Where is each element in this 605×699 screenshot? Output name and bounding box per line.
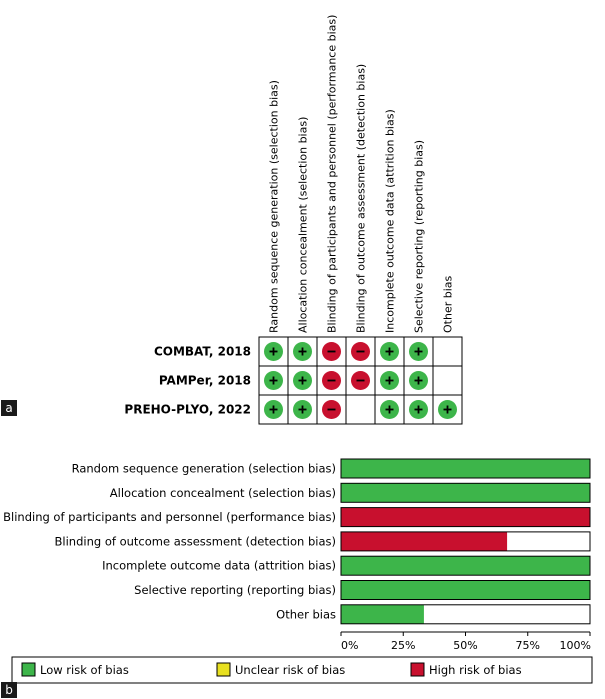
low-risk-marker: [264, 371, 283, 390]
bar-category-label: Selective reporting (reporting bias): [134, 583, 336, 597]
bar-category-label: Blinding of outcome assessment (detection bias): [54, 534, 336, 549]
study-label: PREHO-PLYO, 2022: [124, 402, 251, 417]
high-risk-marker: [351, 371, 370, 390]
summary-column-header: Other bias: [441, 275, 455, 333]
legend-label: High risk of bias: [429, 663, 522, 677]
x-tick-label: 100%: [559, 639, 591, 652]
low-risk-marker: [409, 342, 428, 361]
bar-segment-low: [341, 605, 424, 624]
bar-segment-high: [341, 508, 590, 527]
bar-segment-low: [341, 556, 590, 575]
study-label: COMBAT, 2018: [153, 344, 251, 359]
low-risk-marker: [438, 400, 457, 419]
panel-b-label: b: [1, 682, 17, 698]
low-risk-marker: [409, 371, 428, 390]
low-risk-marker: [380, 371, 399, 390]
summary-column-header: Allocation concealment (selection bias): [296, 116, 310, 333]
low-risk-marker: [293, 400, 312, 419]
study-label: PAMPer, 2018: [158, 373, 251, 388]
low-risk-marker: [380, 400, 399, 419]
x-tick-label: 25%: [391, 639, 416, 652]
high-risk-marker: [322, 400, 341, 419]
low-risk-marker: [293, 371, 312, 390]
high-risk-marker: [351, 342, 370, 361]
bar-category-label: Allocation concealment (selection bias): [109, 485, 336, 500]
legend-swatch-high: [411, 663, 424, 676]
bar-category-label: Blinding of participants and personnel (performance bias): [3, 510, 336, 525]
high-risk-marker: [322, 371, 341, 390]
legend-swatch-low: [22, 663, 35, 676]
bar-category-label: Other bias: [276, 607, 336, 622]
bar-segment-high: [341, 532, 507, 551]
bar-category-label: Random sequence generation (selection bias): [71, 461, 336, 476]
low-risk-marker: [264, 342, 283, 361]
x-tick-label: 0%: [341, 639, 359, 652]
low-risk-marker: [264, 400, 283, 419]
summary-column-header: Incomplete outcome data (attrition bias): [383, 109, 397, 333]
summary-column-header: Blinding of outcome assessment (detection bias): [354, 63, 368, 333]
low-risk-marker: [409, 400, 428, 419]
legend-swatch-unclear: [217, 663, 230, 676]
bar-segment-low: [341, 459, 590, 478]
x-tick-label: 50%: [453, 639, 478, 652]
low-risk-marker: [380, 342, 399, 361]
legend-label: Low risk of bias: [40, 663, 129, 677]
bar-category-label: Incomplete outcome data (attrition bias): [102, 558, 336, 573]
summary-column-header: Selective reporting (reporting bias): [412, 139, 426, 333]
legend-item-unclear: [217, 663, 345, 677]
x-tick-label: 75%: [515, 639, 540, 652]
summary-column-header: Blinding of participants and personnel (performance bias): [325, 14, 339, 333]
legend-label: Unclear risk of bias: [235, 663, 346, 677]
bar-segment-low: [341, 483, 590, 502]
bar-segment-low: [341, 581, 590, 600]
summary-column-header: Random sequence generation (selection bias): [267, 80, 281, 333]
high-risk-marker: [322, 342, 341, 361]
low-risk-marker: [293, 342, 312, 361]
panel-a-label: a: [1, 400, 17, 416]
